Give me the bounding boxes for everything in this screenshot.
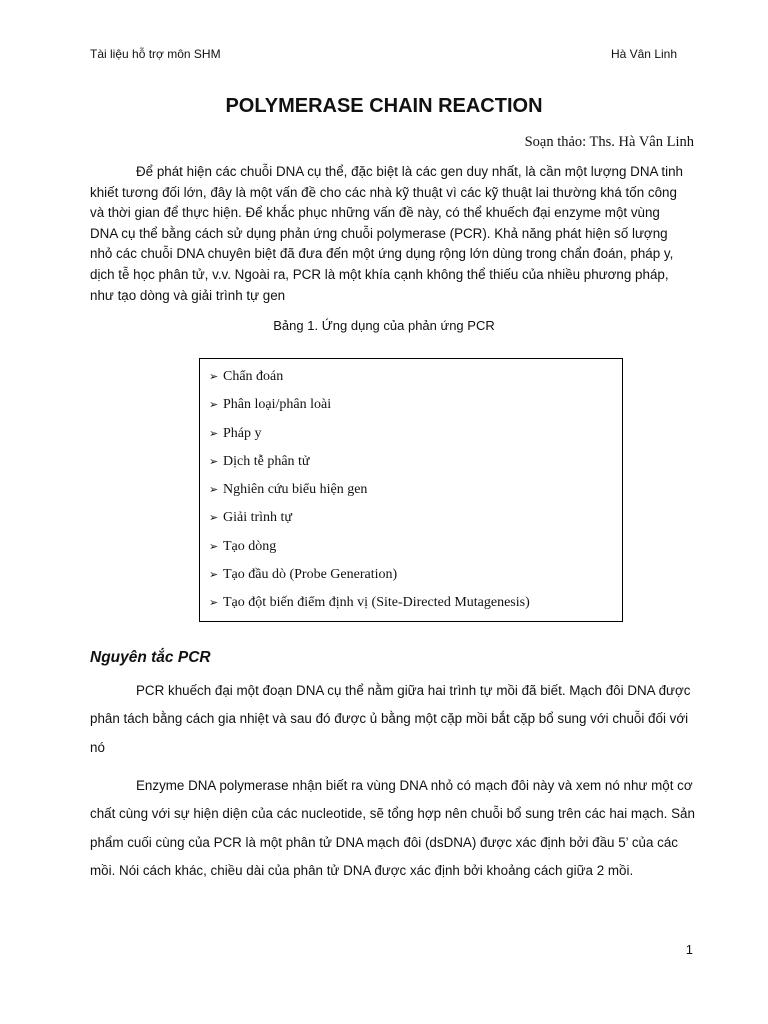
arrow-bullet-icon: ➢ (209, 512, 219, 525)
running-header-right: Hà Vân Linh (610, 47, 677, 61)
principle-section-1 (90, 677, 695, 762)
list-item (209, 391, 622, 419)
arrow-bullet-icon: ➢ (209, 371, 219, 383)
list-item (209, 561, 622, 589)
application-label: Nghiên cứu biểu hiện gen (223, 482, 368, 498)
list-item (209, 363, 622, 391)
application-label: Phân loại/phân loài (223, 397, 332, 413)
application-label: Giải trình tự (223, 510, 293, 526)
running-header-left: Tài liệu hỗ trợ môn SHM (90, 47, 221, 61)
arrow-bullet-icon: ➢ (209, 484, 219, 497)
arrow-bullet-icon: ➢ (209, 569, 219, 582)
intro-section (90, 162, 690, 306)
list-item (209, 448, 622, 476)
list-item (209, 504, 622, 532)
application-label: Tạo đầu dò (Probe Generation) (223, 567, 398, 583)
application-label: Tạo dòng (223, 538, 277, 554)
application-label: Chẩn đoán (223, 369, 284, 384)
principle-paragraph: PCR khuếch đại một đoạn DNA cụ thể nằm giữa hai trình tự mồi đã biết. Mạch đôi DNA được phân tách bằng cách gia nhiệt và sau đó được ủ bằng một cặp mồi bắt cặp bổ sung với chuỗi đối với nó (90, 683, 691, 755)
applications-list (200, 359, 622, 618)
list-item (209, 533, 622, 561)
author-line: Soạn thảo: Ths. Hà Vân Linh (524, 134, 694, 150)
arrow-bullet-icon: ➢ (209, 540, 219, 553)
list-item (209, 589, 622, 617)
arrow-bullet-icon: ➢ (209, 399, 219, 412)
intro-paragraph: Để phát hiện các chuỗi DNA cụ thể, đặc biệt là các gen duy nhất, là cần một lượng DNA tinh khiết tương đối lớn, đây là một vấn đề cho các nhà kỹ thuật vì các kỹ thuật lai thường khá tốn công và thời gian để thực hiện. Để khắc phục những vấn đề này, có thể khuếch đại enzyme một vùng DNA cụ thể bằng cách sử dụng phản ứng chuỗi polymerase (PCR). Khả năng phát hiện số lượng nhỏ các chuỗi DNA chuyên biệt đã đưa đến một ứng dụng rộng lớn dùng trong chẩn đoán, pháp y, dịch tễ học phân tử, v.v. Ngoài ra, PCR là một khía cạnh không thể thiếu của nhiều phương pháp, như tạo dòng và giải trình tự gen (90, 164, 683, 303)
list-item (209, 476, 622, 504)
applications-table (199, 358, 623, 622)
application-label: Dịch tễ phân tử (223, 453, 310, 469)
document-title: POLYMERASE CHAIN REACTION (225, 95, 543, 117)
table-caption: Bảng 1. Ứng dụng của phản ứng PCR (273, 318, 495, 333)
principle-section-2 (90, 772, 695, 885)
application-label: Pháp y (223, 425, 262, 441)
section-heading: Nguyên tắc PCR (90, 649, 211, 666)
arrow-bullet-icon: ➢ (209, 597, 219, 610)
application-label: Tạo đột biến điểm định vị (Site-Directed Mutagenesis) (223, 595, 530, 611)
principle-paragraph: Enzyme DNA polymerase nhận biết ra vùng DNA nhỏ có mạch đôi này và xem nó như một cơ chất cùng với sự hiện diện của các nucleotide, sẽ tổng hợp nên chuỗi bổ sung trên các hai mạch. Sản phẩm cuối cùng của PCR là một phân tử DNA mạch đôi (dsDNA) được xác định bởi đầu 5’ của các mồi. Nói cách khác, chiều dài của phân tử DNA được xác định bởi khoảng cách giữa 2 mồi. (90, 778, 695, 878)
list-item (209, 420, 622, 448)
arrow-bullet-icon: ➢ (209, 427, 219, 440)
page-number: 1 (685, 942, 693, 957)
arrow-bullet-icon: ➢ (209, 455, 219, 468)
